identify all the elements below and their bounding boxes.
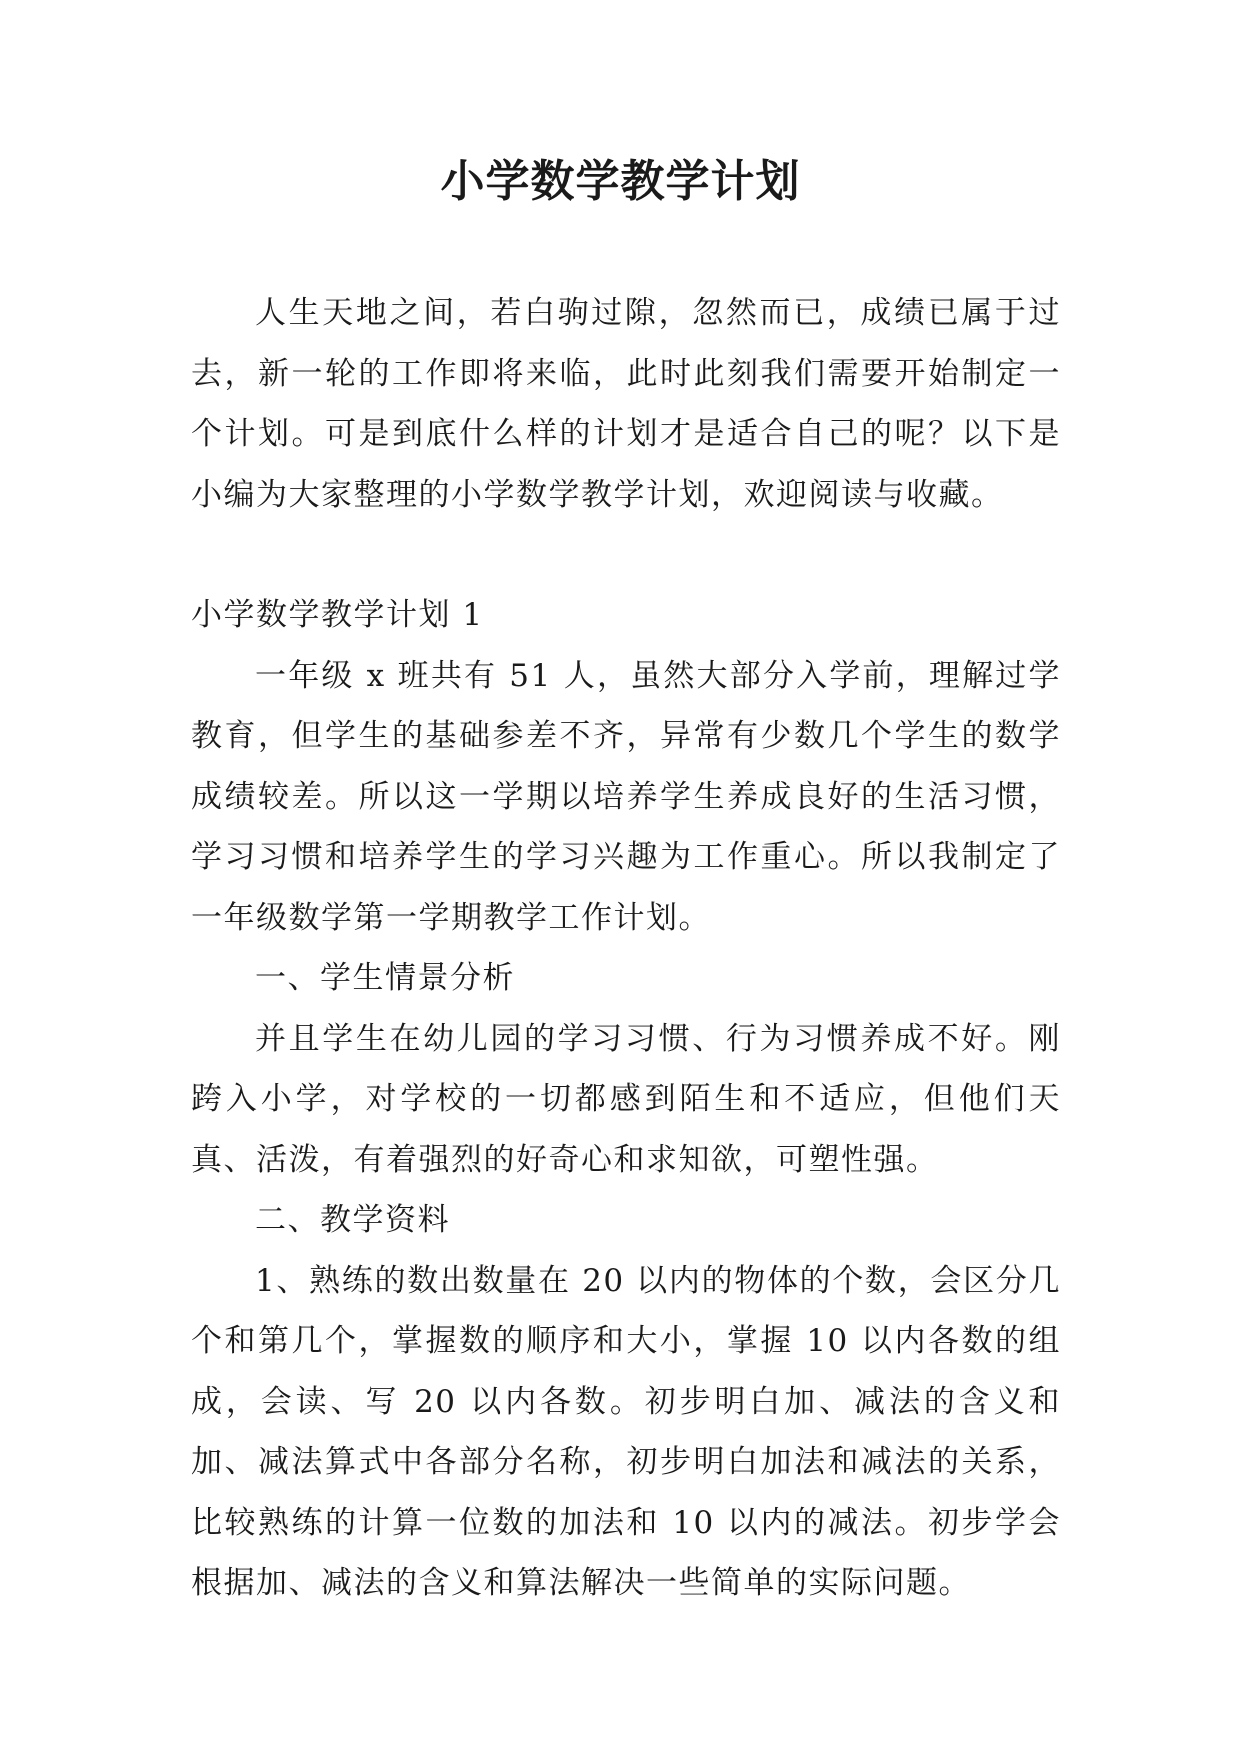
teaching-material-paragraph: 1、熟练的数出数量在 20 以内的物体的个数，会区分几个和第几个，掌握数的顺序和大小，掌握 10 以内各数的组成，会读、写 20 以内各数。初步明白加、减法的含义和加、减法算式中各部分名称，初步明白加法和减法的关系，比较熟练的计算一位数的加法和 10 以内的减法。初步学会根据加、减法的含义和算法解决一些简单的实际问题。 bbox=[191, 1262, 1061, 1601]
document-title: 小学数学教学计划 bbox=[440, 156, 801, 207]
intro-paragraph: 人生天地之间，若白驹过隙，忽然而已，成绩已属于过去，新一轮的工作即将来临，此时此刻我们需要开始制定一个计划。可是到底什么样的计划才是适合自己的呢？以下是小编为大家整理的小学数学教学计划，欢迎阅读与收藏。 bbox=[191, 295, 1061, 513]
student-analysis-heading: 一、学生情景分析 bbox=[255, 960, 515, 996]
section-heading: 小学数学教学计划 1 bbox=[191, 597, 484, 633]
document-body bbox=[191, 283, 1061, 1614]
class-overview-paragraph: 一年级 x 班共有 51 人，虽然大部分入学前，理解过学教育，但学生的基础参差不齐，异常有少数几个学生的数学成绩较差。所以这一学期以培养学生养成良好的生活习惯，学习习惯和培养学生的学习兴趣为工作重心。所以我制定了一年级数学第一学期教学工作计划。 bbox=[191, 657, 1061, 936]
student-analysis-paragraph: 并且学生在幼儿园的学习习惯、行为习惯养成不好。刚跨入小学，对学校的一切都感到陌生和不适应，但他们天真、活泼，有着强烈的好奇心和求知欲，可塑性强。 bbox=[191, 1020, 1061, 1178]
teaching-material-heading: 二、教学资料 bbox=[255, 1202, 450, 1238]
